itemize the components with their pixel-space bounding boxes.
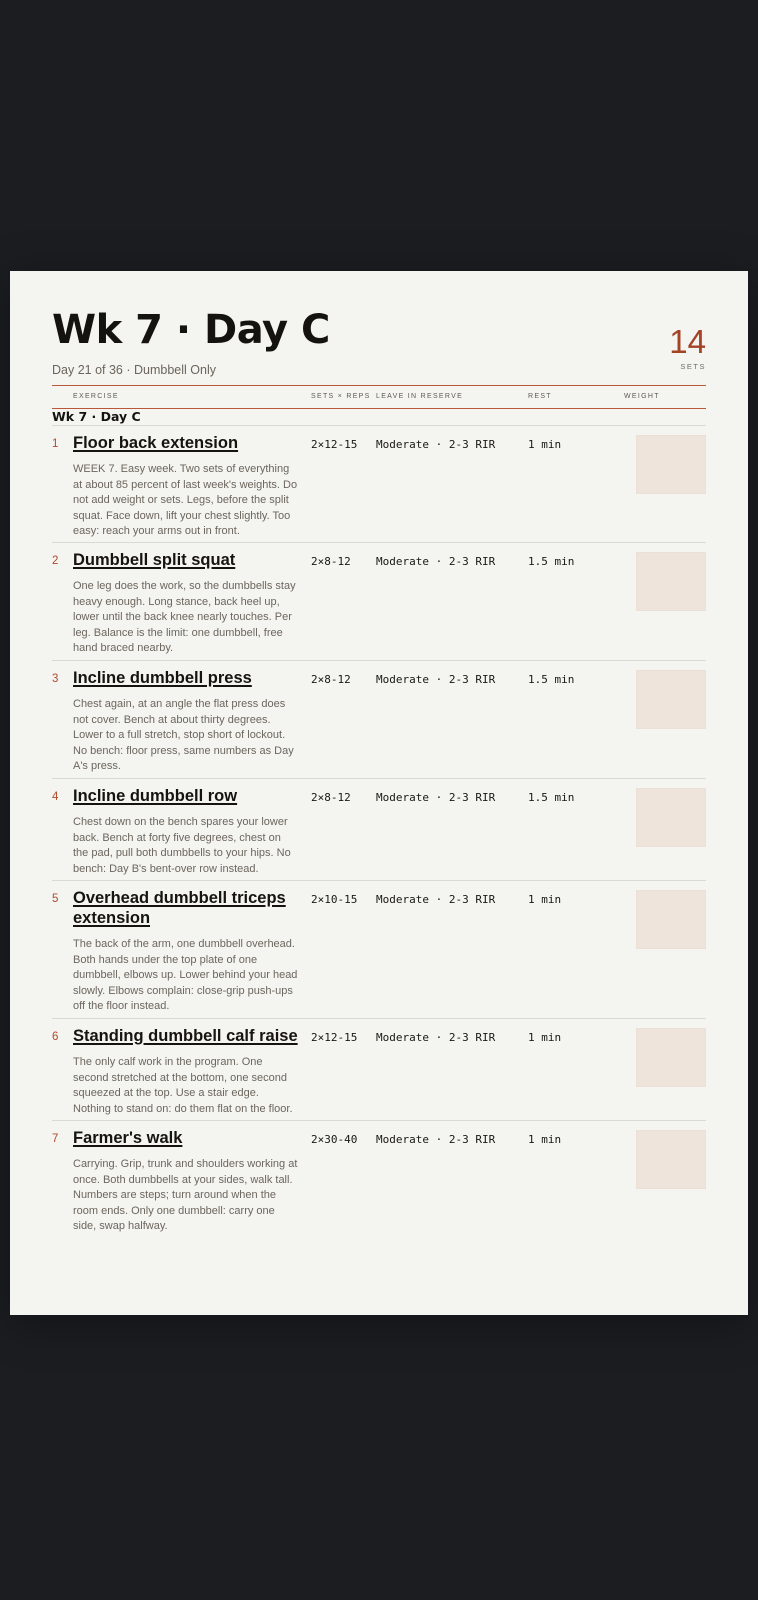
page-title: Wk 7 · Day C [52, 307, 330, 353]
exercise-sets-reps: 2×12-15 [311, 438, 358, 451]
column-header-reserve: LEAVE IN RESERVE [376, 393, 464, 400]
exercise-description: WEEK 7. Easy week. Two sets of everything at about 85 percent of last week's weights. Do not add weight or sets. Legs, before the split squat. Face down, lift your chest slightly. Too easy: reach your arms out in front. [73, 463, 298, 537]
exercise-name-link[interactable]: Floor back extension [73, 434, 239, 452]
exercise-sets-reps: 2×8-12 [311, 673, 351, 686]
weight-input-box[interactable] [636, 1130, 706, 1189]
exercise-description: The back of the arm, one dumbbell overhead. Both hands under the top plate of one dumbbell, elbows up. Lower behind your head slowly. Elbows complain: close-grip push-ups off the floor instead. [73, 938, 298, 1012]
column-header-rest: REST [528, 393, 552, 400]
exercise-name-link[interactable]: Standing dumbbell calf raise [73, 1027, 298, 1045]
exercise-name-link[interactable]: Incline dumbbell press [73, 669, 252, 687]
exercise-number: 7 [52, 1133, 59, 1145]
exercise-rest: 1.5 min [528, 555, 575, 568]
exercise-description: The only calf work in the program. One second stretched at the bottom, one second squeezed at the top. Use a stair edge. Nothing to stand on: do them flat on the floor. [73, 1056, 293, 1115]
page-subtitle: Day 21 of 36 · Dumbbell Only [52, 363, 216, 377]
exercise-rest: 1 min [528, 1133, 562, 1146]
weight-input-box[interactable] [636, 890, 706, 949]
exercise-sets-reps: 2×8-12 [311, 791, 351, 804]
exercise-row [52, 426, 706, 543]
exercise-reserve: Moderate · 2-3 RIR [376, 673, 496, 686]
exercise-description: Carrying. Grip, trunk and shoulders working at once. Both dumbbells at your sides, walk tall. Numbers are steps; turn around when the room ends. Only one dumbbell: carry one side, swap halfway. [73, 1158, 298, 1232]
exercise-rest: 1 min [528, 1031, 562, 1044]
column-header-exercise: EXERCISE [73, 393, 119, 400]
workout-header [52, 271, 706, 381]
exercise-name-link[interactable]: Incline dumbbell row [73, 787, 238, 805]
total-sets-count: 14 [669, 323, 706, 360]
exercise-number: 5 [52, 893, 59, 905]
exercise-sets-reps: 2×8-12 [311, 555, 351, 568]
weight-input-box[interactable] [636, 552, 706, 611]
exercise-reserve: Moderate · 2-3 RIR [376, 1031, 496, 1044]
section-label: Wk 7 · Day C [52, 409, 706, 426]
weight-input-box[interactable] [636, 788, 706, 847]
column-header-sets-reps: SETS × REPS [311, 393, 371, 400]
exercise-sets-reps: 2×10-15 [311, 893, 358, 906]
exercise-description: Chest again, at an angle the flat press does not cover. Bench at about thirty degrees. Lower to a full stretch, stop short of lockout. No bench: floor press, same numbers as Day A's press. [73, 698, 294, 772]
exercise-row [52, 543, 706, 661]
exercise-row [52, 661, 706, 779]
exercise-reserve: Moderate · 2-3 RIR [376, 791, 496, 804]
exercise-name-link[interactable]: Dumbbell split squat [73, 551, 236, 569]
workout-sheet [10, 271, 748, 1315]
exercise-reserve: Moderate · 2-3 RIR [376, 1133, 496, 1146]
exercise-reserve: Moderate · 2-3 RIR [376, 893, 496, 906]
weight-input-box[interactable] [636, 435, 706, 494]
exercise-number: 4 [52, 791, 59, 803]
exercise-reserve: Moderate · 2-3 RIR [376, 555, 496, 568]
exercise-name-link[interactable]: Overhead dumbbell triceps extension [73, 889, 286, 927]
exercise-description: Chest down on the bench spares your lower back. Bench at forty five degrees, chest on the pad, pull both dumbbells to your hips. No bench: Day B's bent-over row instead. [73, 816, 291, 875]
weight-input-box[interactable] [636, 670, 706, 729]
exercise-name-link[interactable]: Farmer's walk [73, 1129, 183, 1147]
exercise-sets-reps: 2×30-40 [311, 1133, 358, 1146]
exercise-number: 6 [52, 1031, 59, 1043]
exercise-rest: 1 min [528, 893, 562, 906]
exercise-number: 3 [52, 673, 59, 685]
exercise-description: One leg does the work, so the dumbbells stay heavy enough. Long stance, back heel up, lower until the back knee nearly touches. Per leg. Balance is the limit: one dumbbell, free hand braced nearby. [73, 580, 296, 654]
exercise-rest: 1.5 min [528, 791, 575, 804]
exercise-reserve: Moderate · 2-3 RIR [376, 438, 496, 451]
total-sets-label: SETS [680, 362, 706, 371]
exercise-number: 2 [52, 555, 59, 567]
exercise-row [52, 1121, 706, 1251]
exercise-list [52, 426, 706, 1251]
weight-input-box[interactable] [636, 1028, 706, 1087]
total-sets [669, 325, 706, 371]
exercise-sets-reps: 2×12-15 [311, 1031, 358, 1044]
column-headers [52, 385, 706, 409]
exercise-number: 1 [52, 438, 59, 450]
exercise-row [52, 779, 706, 881]
column-header-weight: WEIGHT [624, 393, 660, 400]
exercise-rest: 1.5 min [528, 673, 575, 686]
exercise-row [52, 881, 706, 1019]
exercise-row [52, 1019, 706, 1121]
exercise-rest: 1 min [528, 438, 562, 451]
